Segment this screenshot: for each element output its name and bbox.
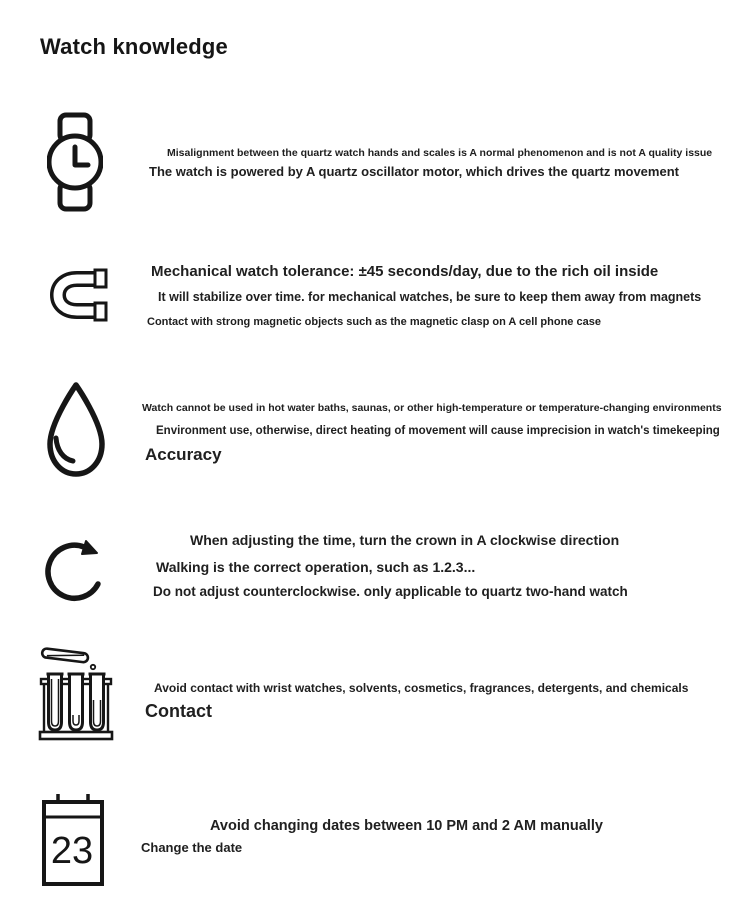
calendar-icon [41,792,105,887]
change-date-heading: Change the date [141,840,243,855]
tolerance-text: Mechanical watch tolerance: ±45 seconds/day, due to the rich oil inside [151,263,659,280]
clockwise-text: When adjusting the time, turn the crown in A clockwise direction [190,532,620,548]
wrist-watch-icon [47,112,103,212]
clockwise-arrow-icon [42,528,104,608]
chemicals-warning-text: Avoid contact with wrist watches, solvents, cosmetics, fragrances, detergents, and chemicals [154,681,689,695]
walking-text: Walking is the correct operation, such as 1.2.3... [156,559,476,575]
horseshoe-magnet-icon [50,266,108,324]
magnet-warning-text: It will stabilize over time. for mechanical watches, be sure to keep them away from magnets [158,290,702,304]
quartz-movement-text: The watch is powered by A quartz oscillator motor, which drives the quartz movement [149,164,679,179]
hot-water-warning-text: Watch cannot be used in hot water baths, saunas, or other high-temperature or temperature-changing environments [142,402,722,414]
environment-text: Environment use, otherwise, direct heating of movement will cause imprecision in watch's timekeeping [156,425,720,437]
contact-heading: Contact [145,701,212,721]
magnet-contact-text: Contact with strong magnetic objects such as the magnetic clasp on A cell phone case [147,316,601,328]
calendar-day: 23 [50,830,94,872]
date-change-warning-text: Avoid changing dates between 10 PM and 2 AM manually [210,818,603,834]
page-title: Watch knowledge [40,34,228,59]
counterclockwise-text: Do not adjust counterclockwise. only applicable to quartz two-hand watch [153,584,628,599]
accuracy-heading: Accuracy [145,445,222,464]
water-drop-icon [42,380,110,480]
test-tubes-icon [38,645,114,745]
quartz-note-text: Misalignment between the quartz watch hands and scales is A normal phenomenon and is not A quality issue [167,147,713,159]
